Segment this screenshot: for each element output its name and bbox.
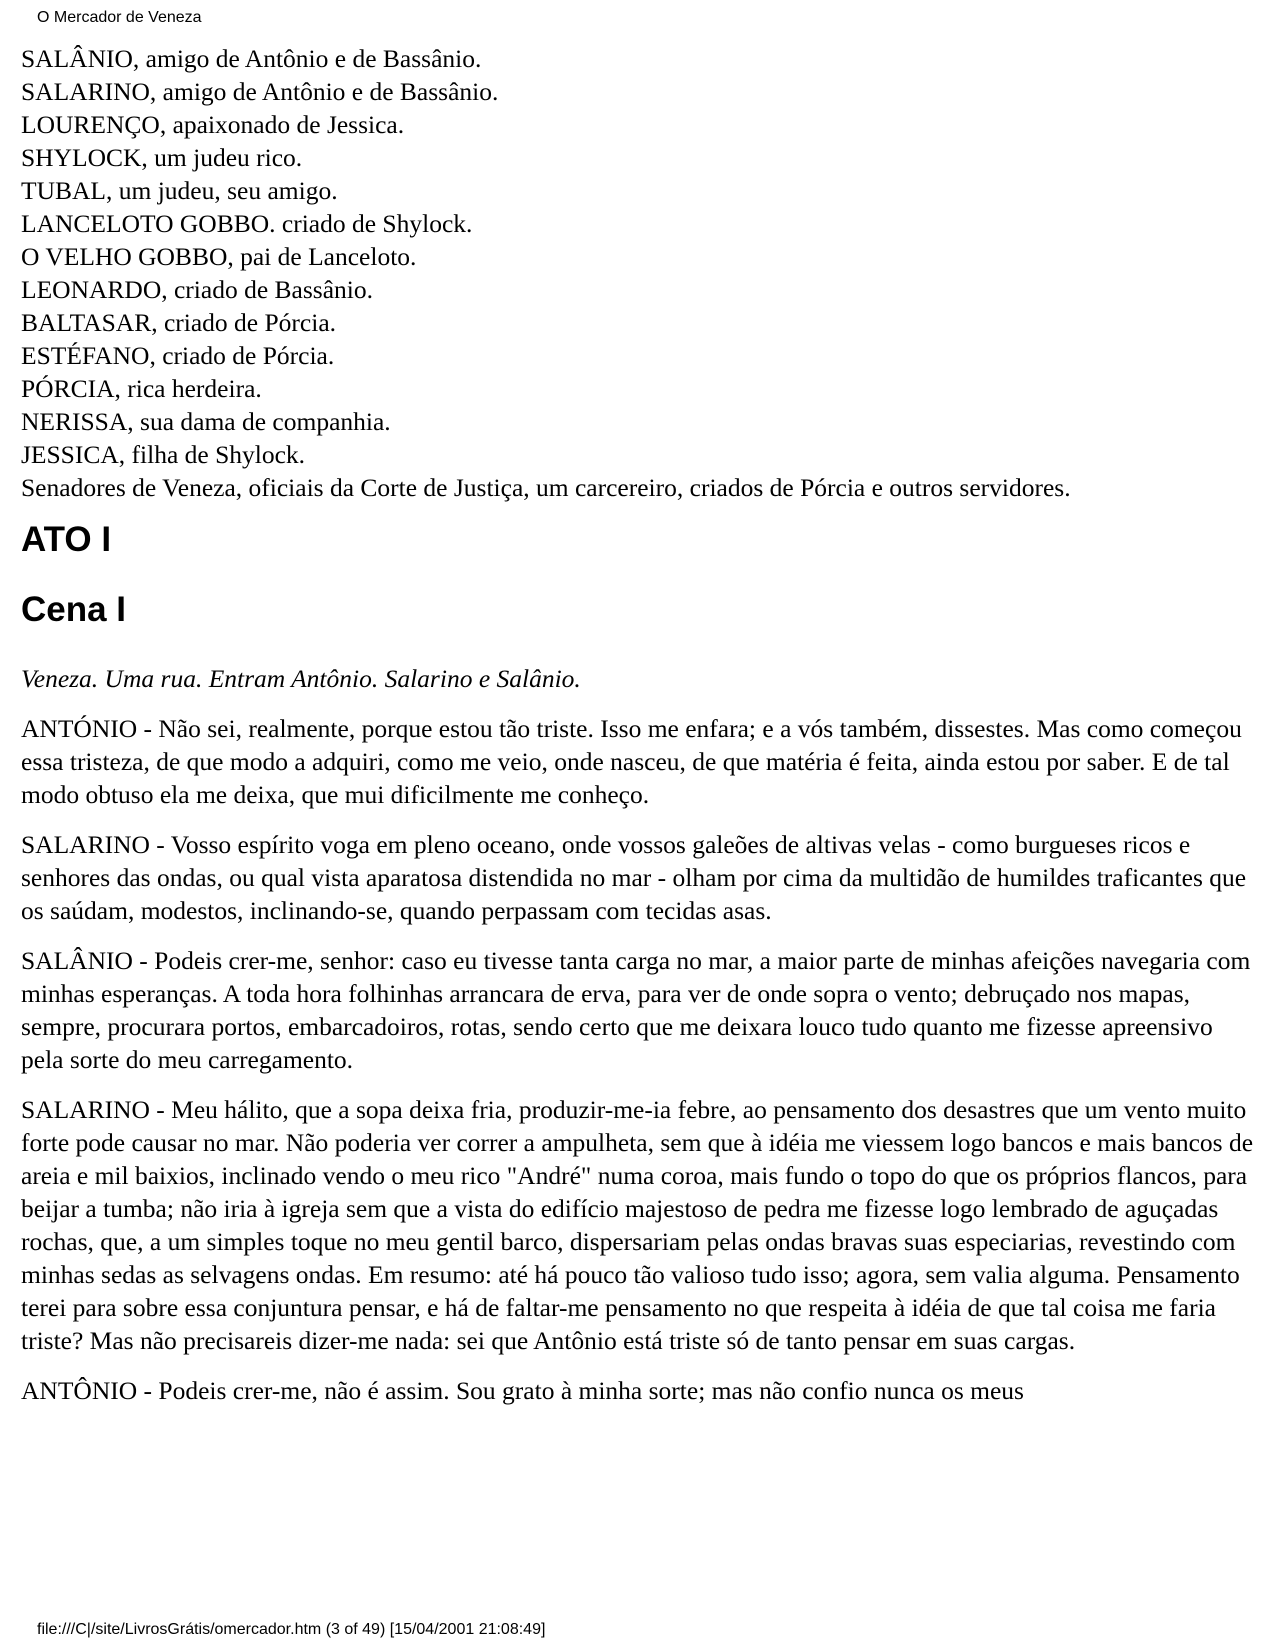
cast-line: SALARINO, amigo de Antônio e de Bassânio. [21, 77, 499, 106]
document-body [21, 42, 1261, 1407]
cast-line: LEONARDO, criado de Bassânio. [21, 275, 373, 304]
speech-paragraph: SALARINO - Meu hálito, que a sopa deixa fria, produzir-me-ia febre, ao pensamento dos desastres que um vento muito forte pode causar no mar. Não poderia ver correr a ampulheta, sem que à idéia me viessem logo bancos e mais bancos de areia e mil baixios, inclinado vendo o meu rico "André" numa coroa, mais fundo o topo do que os próprios flancos, para beijar a tumba; não iria à igreja sem que a vista do edifício majestoso de pedra me fizesse logo lembrado de aguçadas rochas, que, a um simples toque no meu gentil barco, dispersariam pelas ondas bravas suas especiarias, revestindo com minhas sedas as selvagens ondas. Em resumo: até há pouco tão valioso tudo isso; agora, sem valia alguma. Pensamento terei para sobre essa conjuntura pensar, e há de faltar-me pensamento no que respeita à idéia de que tal coisa me faria triste? Mas não precisareis dizer-me nada: sei que Antônio está triste só de tanto pensar em suas cargas. [21, 1095, 1254, 1355]
cast-line: TUBAL, um judeu, seu amigo. [21, 176, 338, 205]
cast-line: NERISSA, sua dama de companhia. [21, 407, 391, 436]
cast-line: Senadores de Veneza, oficiais da Corte de Justiça, um carcereiro, criados de Pórcia e outros servidores. [21, 473, 1071, 502]
speech-paragraph: SALARINO - Vosso espírito voga em pleno oceano, onde vossos galeões de altivas velas - como burgueses ricos e senhores das ondas, ou qual vista aparatosa distendida no mar - olham por cima da multidão de humildes traficantes que os saúdam, modestos, inclinando-se, quando perpassam com tecidas asas. [21, 830, 1247, 925]
cast-line: O VELHO GOBBO, pai de Lanceloto. [21, 242, 417, 271]
cast-line: ESTÉFANO, criado de Pórcia. [21, 341, 335, 370]
cast-line: JESSICA, filha de Shylock. [21, 440, 306, 469]
cast-line: LOURENÇO, apaixonado de Jessica. [21, 110, 405, 139]
speech-paragraph: ANTÓNIO - Não sei, realmente, porque estou tão triste. Isso me enfara; e a vós também, dissestes. Mas como começou essa tristeza, de que modo a adquiri, como me veio, onde nasceu, de que matéria é feita, ainda estou por saber. E de tal modo obtuso ela me deixa, que mui dificilmente me conheço. [21, 714, 1242, 809]
speech-paragraph: SALÂNIO - Podeis crer-me, senhor: caso eu tivesse tanta carga no mar, a maior parte de minhas afeições navegaria com minhas esperanças. A toda hora folhinhas arrancara de erva, para ver de onde sopra o vento; debruçado nos mapas, sempre, procurara portos, embarcadoiros, rotas, sendo certo que me deixara louco tudo quanto me fizesse apreensivo pela sorte do meu carregamento. [21, 946, 1251, 1074]
page-footer: file:///C|/site/LivrosGrátis/omercador.htm (3 of 49) [15/04/2001 21:08:49] [37, 1621, 546, 1638]
act-heading: ATO I [21, 520, 112, 559]
cast-line: PÓRCIA, rica herdeira. [21, 374, 262, 403]
page-header: O Mercador de Veneza [37, 9, 202, 26]
cast-line: SHYLOCK, um judeu rico. [21, 143, 303, 172]
cast-line: LANCELOTO GOBBO. criado de Shylock. [21, 209, 473, 238]
cast-line: SALÂNIO, amigo de Antônio e de Bassânio. [21, 44, 482, 73]
cast-line: BALTASAR, criado de Pórcia. [21, 308, 337, 337]
stage-direction: Veneza. Uma rua. Entram Antônio. Salarino e Salânio. [21, 664, 581, 693]
cast-list [21, 42, 1261, 504]
speech-paragraph: ANTÔNIO - Podeis crer-me, não é assim. Sou grato à minha sorte; mas não confio nunca os meus [21, 1376, 1024, 1405]
scene-heading: Cena I [21, 590, 127, 629]
